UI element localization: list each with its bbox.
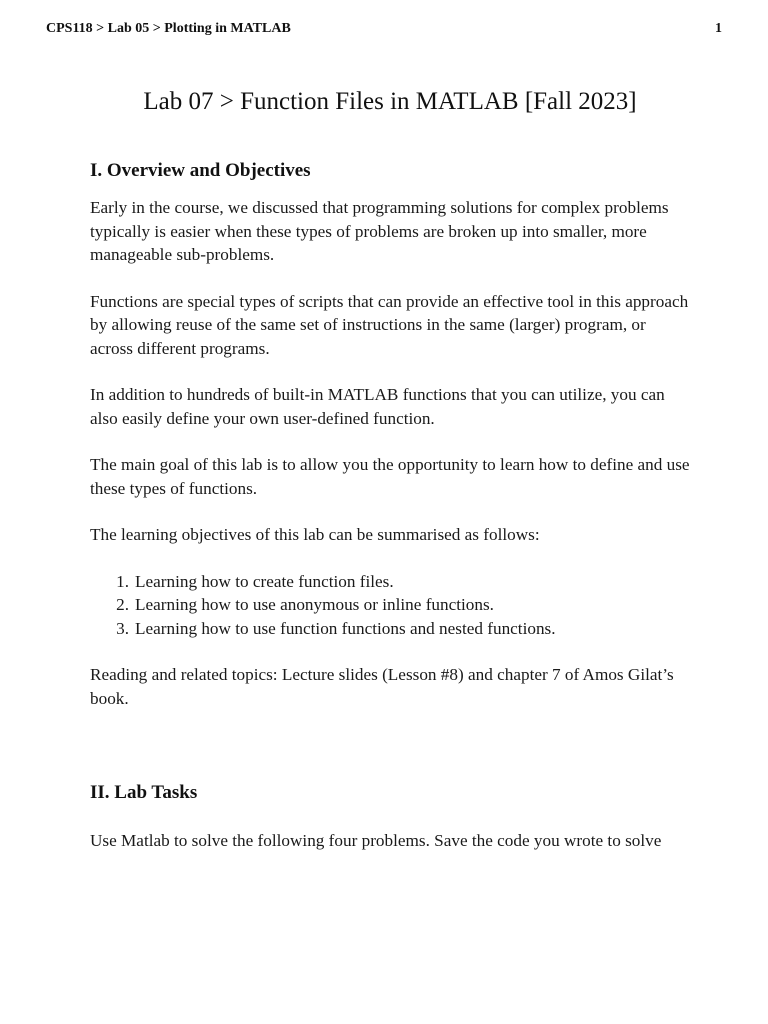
list-item-text: Learning how to use function functions and nested functions. — [135, 618, 556, 638]
list-item-number: 3. — [116, 618, 129, 638]
list-item-text: Learning how to use anonymous or inline functions. — [135, 595, 494, 614]
document-title: Lab 07 > Function Files in MATLAB [Fall 2023] — [143, 88, 637, 115]
header-breadcrumb: CPS118 > Lab 05 > Plotting in MATLAB — [46, 21, 291, 36]
document-body — [90, 84, 690, 853]
list-item-text: Learning how to create function files. — [135, 571, 394, 591]
paragraph: The learning objectives of this lab can be summarised as follows: — [90, 525, 540, 544]
section-heading-overview: I. Overview and Objectives — [90, 160, 311, 181]
list-item — [90, 617, 690, 641]
section-heading-lab-tasks: II. Lab Tasks — [90, 782, 198, 803]
paragraph: Functions are special types of scripts that can provide an effective tool in this approach by allowing reuse of the same set of instructions in the same (larger) program, or across different programs. — [90, 291, 689, 358]
page-number: 1 — [715, 21, 722, 36]
paragraph: Early in the course, we discussed that programming solutions for complex problems typically is easier when these types of problems are broken up into smaller, more manageable sub-problems. — [90, 198, 669, 264]
list-item — [90, 570, 690, 594]
reading-paragraph: Reading and related topics: Lecture slides (Lesson #8) and chapter 7 of Amos Gilat’s book. — [90, 665, 674, 708]
lab-tasks-intro: Use Matlab to solve the following four problems. Save the code you wrote to solve — [90, 831, 662, 850]
paragraph: The main goal of this lab is to allow you the opportunity to learn how to define and use these types of functions. — [90, 455, 690, 498]
list-item-number: 2. — [116, 595, 129, 614]
objectives-list — [90, 570, 690, 641]
paragraph: In addition to hundreds of built-in MATLAB functions that you can utilize, you can also easily define your own user-defined function. — [90, 385, 665, 428]
list-item-number: 1. — [116, 571, 129, 591]
list-item — [90, 593, 690, 617]
running-header — [46, 18, 722, 40]
